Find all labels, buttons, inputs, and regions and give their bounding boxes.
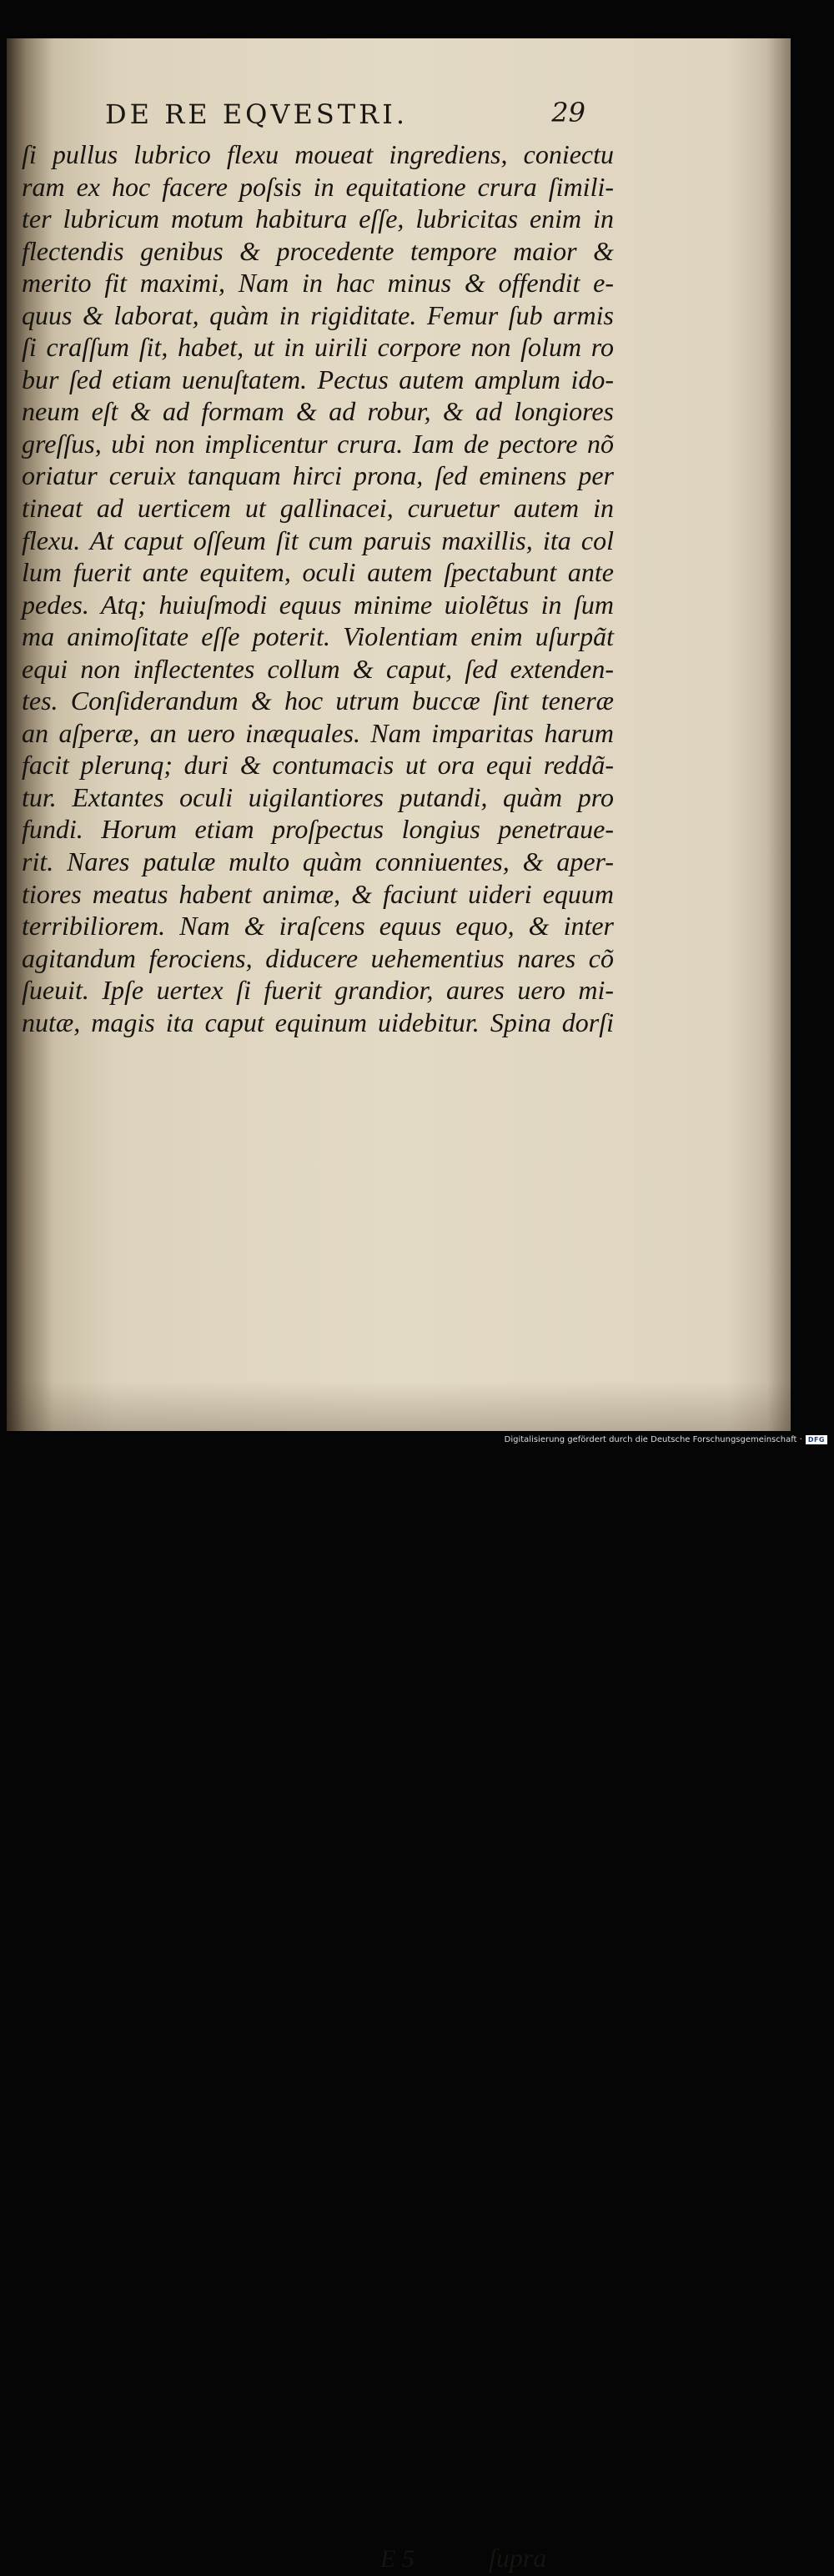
text-line: bur ſed etiam uenuſtatem. Pectus autem amplum ido-: [22, 364, 614, 394]
text-line: ter lubricum motum habitura eſſe, lubricitas enim in: [22, 203, 614, 234]
text-line: nutæ, magis ita caput equinum uidebitur. Spina dorſi: [22, 1007, 614, 1037]
text-line: tes. Conſiderandum & hoc utrum buccæ ſint teneræ: [22, 685, 614, 716]
text-line: terribiliorem. Nam & iraſcens equus equo, & inter: [22, 911, 614, 942]
text-line: facit plerunq; duri & contumacis ut ora equi reddã-: [22, 750, 614, 781]
text-line: flexu. At caput oſſeum ſit cum paruis maxillis, ita col: [22, 525, 614, 555]
text-line: oriatur ceruix tanquam hirci prona, ſed eminens per: [22, 460, 614, 491]
text-line: tineat ad uerticem ut gallinacei, curuetur autem in: [22, 493, 614, 524]
text-line: tur. Extantes oculi uigilantiores putandi, quàm pro: [22, 781, 614, 812]
text-line: ſi pullus lubrico flexu moueat ingrediens, coniectu: [22, 139, 614, 169]
text-line: merito fit maximi, Nam in hac minus & offendit e-: [22, 268, 614, 299]
catchword: ſupra: [489, 2543, 547, 2573]
text-line: pedes. Atq; huiuſmodi equus minime uiolẽtus in ſum: [22, 589, 614, 620]
body-text: [22, 138, 614, 2573]
text-line: flectendis genibus & procedente tempore maior &: [22, 235, 614, 266]
page-number: 29: [551, 97, 585, 128]
text-line: tiores meatus habent animæ, & faciunt uideri equum: [22, 878, 614, 909]
catch-line: [22, 1339, 614, 2573]
text-line: neum eſt & ad formam & ad robur, & ad longiores: [22, 396, 614, 427]
dfg-logo: DFG: [806, 1435, 827, 1444]
credit-text: Digitalisierung gefördert durch die Deutsche Forschungsgemeinschaft ·: [504, 1435, 802, 1444]
text-line: lum fuerit ante equitem, oculi autem ſpectabunt ante: [22, 557, 614, 588]
text-line: equi non inflectentes collum & caput, ſed extenden-: [22, 653, 614, 684]
text-line: ram ex hoc facere poſsis in equitatione crura ſimili-: [22, 171, 614, 202]
running-head: DE RE EQVESTRI.: [105, 98, 409, 130]
text-line: an aſperæ, an uero inæquales. Nam imparitas harum: [22, 717, 614, 748]
text-line: fundi. Horum etiam proſpectus longius penetrauе-: [22, 814, 614, 845]
text-line: ſueuit. Ipſe uertex ſi fuerit grandior, aures uero mi-: [22, 975, 614, 1006]
signature-mark: E 5: [380, 2545, 414, 2573]
text-line: ſi craſſum ſit, habet, ut in uirili corpore non ſolum ro: [22, 332, 614, 363]
text-line: rit. Nares patulæ multo quàm conniuentes, & aper-: [22, 846, 614, 877]
text-line: agitandum ferociens, diducere uehementius nares cõ: [22, 942, 614, 973]
text-line: ma animoſitate eſſe poterit. Violentiam enim uſurpãt: [22, 621, 614, 652]
text-line: greſſus, ubi non implicentur crura. Iam de pectore nõ: [22, 428, 614, 459]
digitization-credit: [505, 1435, 827, 1444]
text-line: quus & laborat, quàm in rigiditate. Femur ſub armis: [22, 299, 614, 330]
